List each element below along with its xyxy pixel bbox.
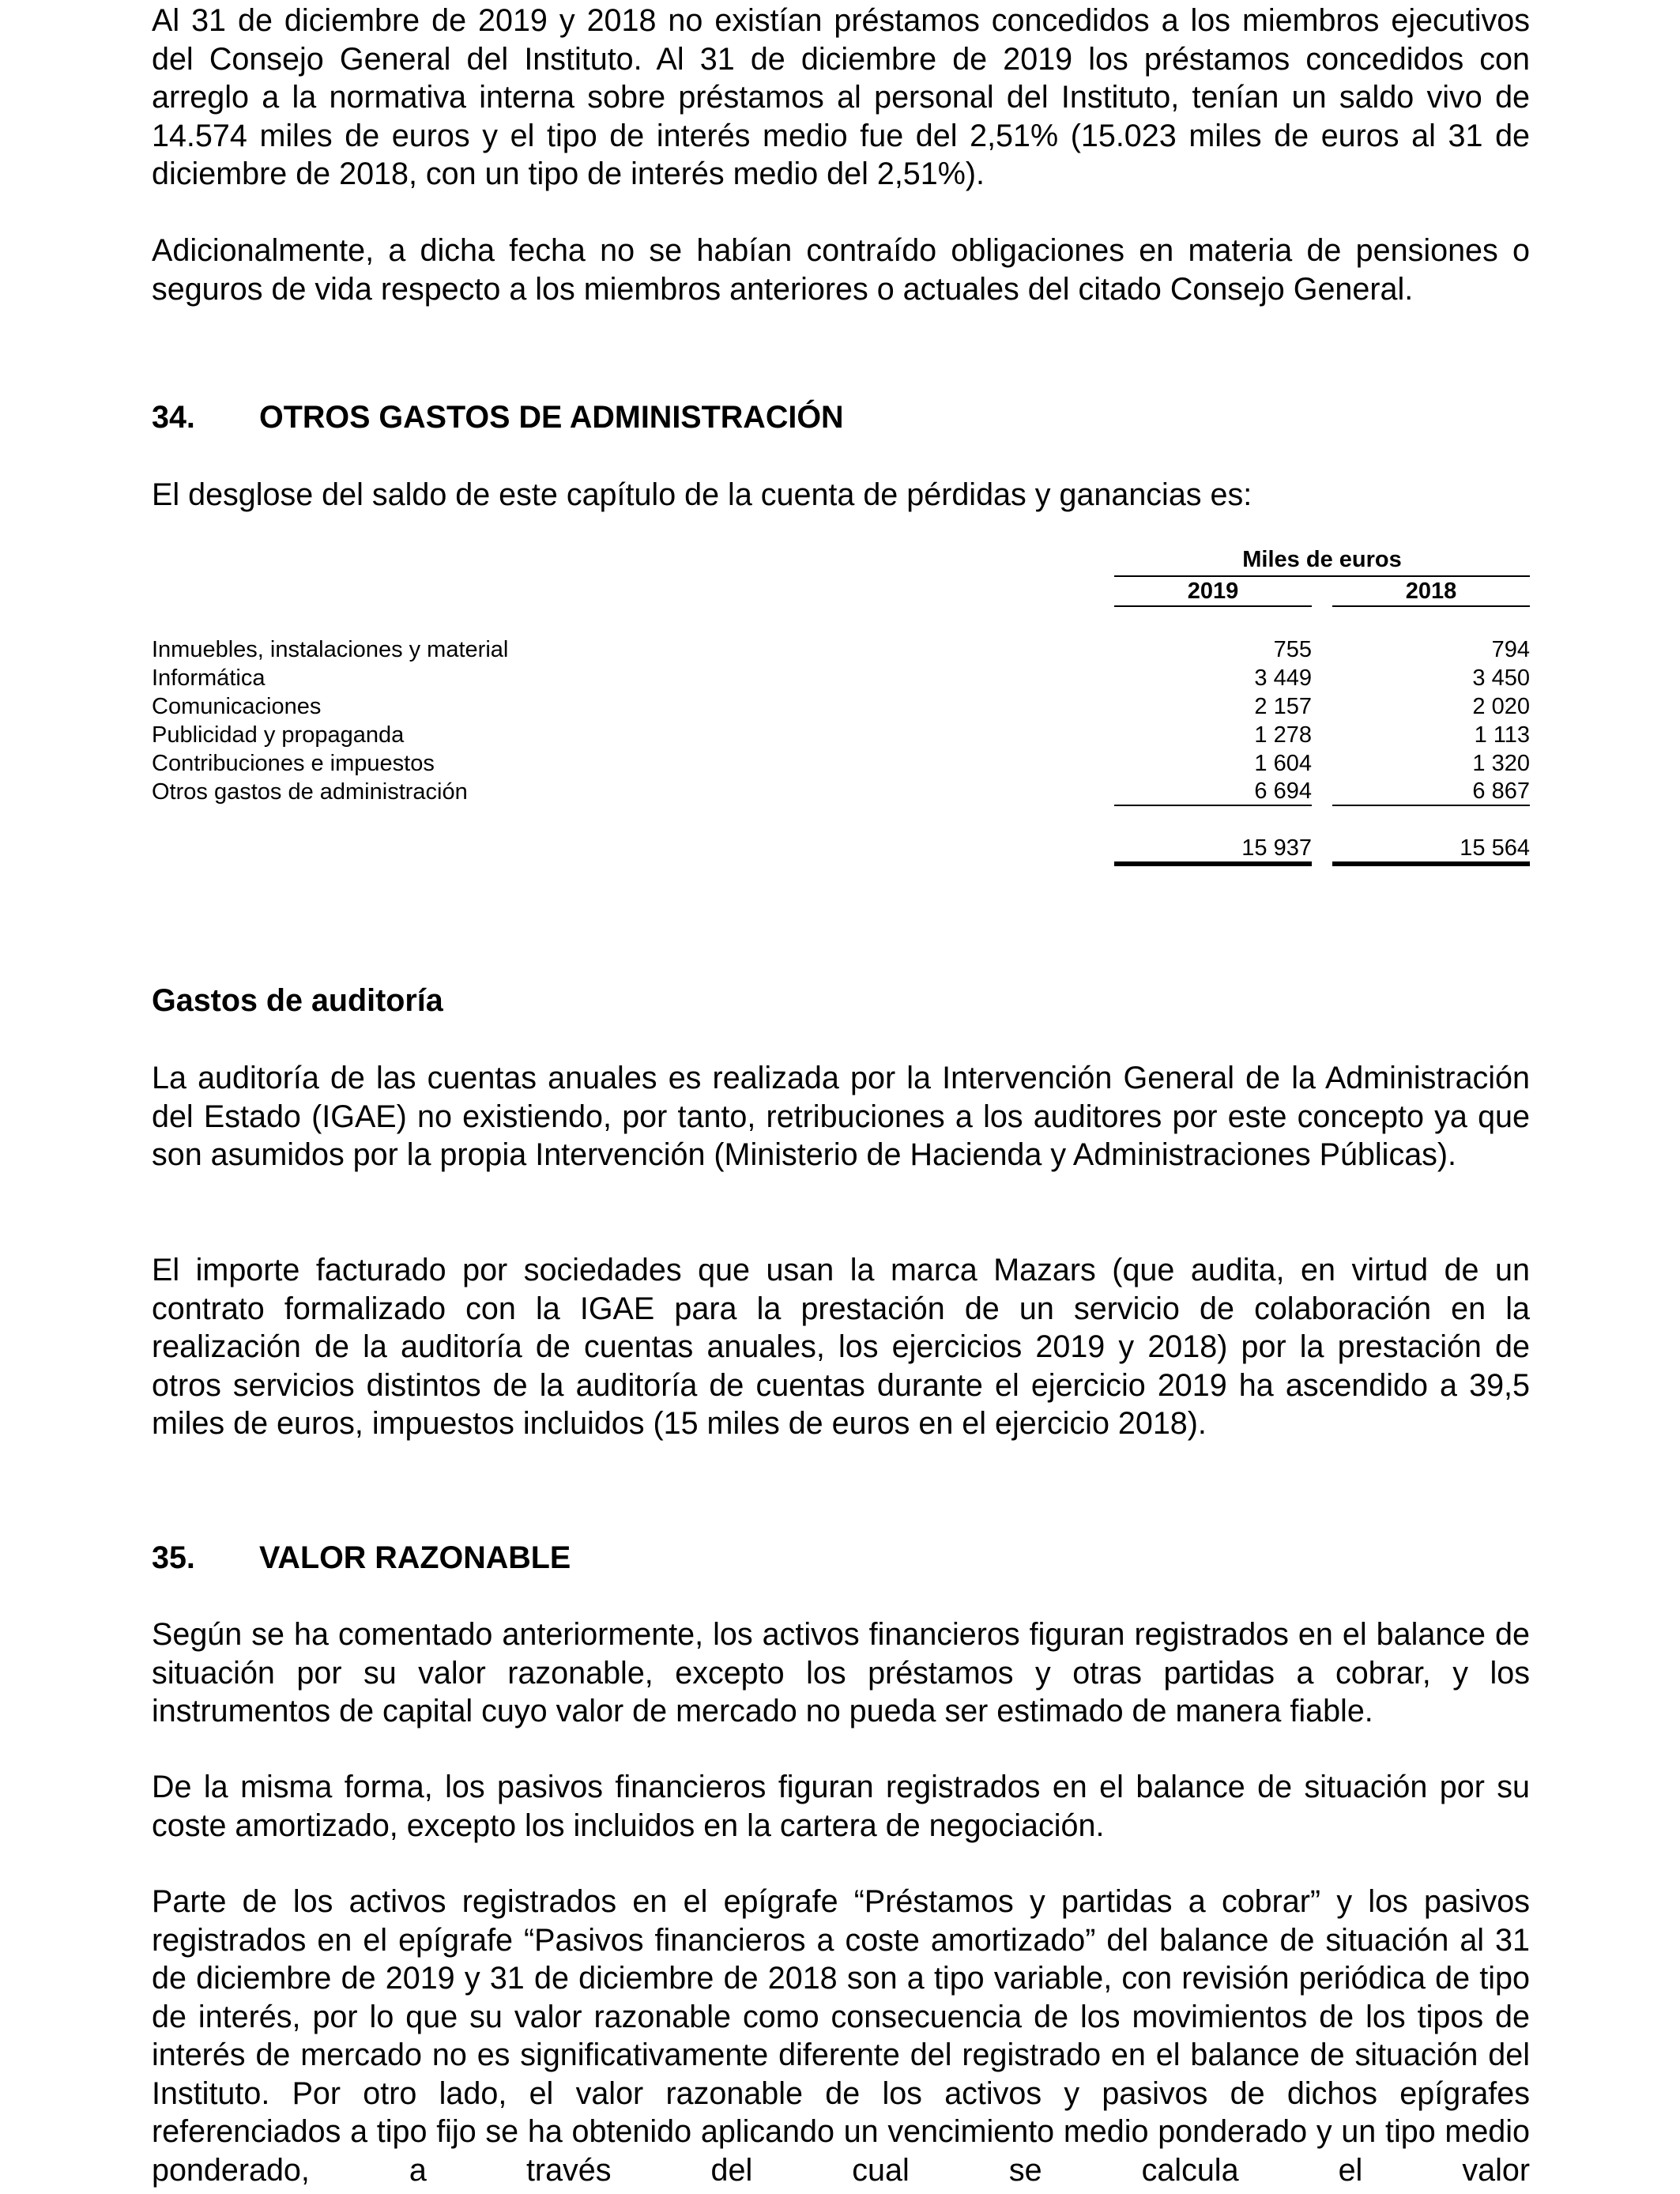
table-row: [152, 778, 1530, 806]
section-35-heading: [152, 1539, 1530, 1577]
row-label: Comunicaciones: [152, 694, 322, 719]
section-35-paragraph-1: Según se ha comentado anteriormente, los activos financieros figuran registrados en el balance de situación por su valor razonable, excepto los préstamos y otras partidas a cobrar, y los instrumentos de capital cuyo valor de mercado no pueda ser estimado de manera fiable.: [152, 1617, 1530, 1728]
table-unit-header: Miles de euros: [1114, 545, 1530, 577]
row-value-2019: 2 157: [1254, 694, 1312, 719]
section-35-paragraph-2: De la misma forma, los pasivos financieros figuran registrados en el balance de situación por su coste amortizado, excepto los incluidos en la cartera de negociación.: [152, 1770, 1530, 1843]
admin-expenses-table: [152, 545, 1530, 877]
table-row: [152, 749, 1530, 778]
section-34-number: 34.: [152, 400, 195, 435]
table-year-2018: 2018: [1332, 577, 1530, 607]
section-34-lead: El desglose del saldo de este capítulo de la cuenta de pérdidas y ganancias es:: [152, 477, 1252, 512]
row-label: Inmuebles, instalaciones y material: [152, 637, 509, 662]
total-value-2019: 15 937: [1114, 835, 1312, 866]
row-label: Otros gastos de administración: [152, 779, 468, 805]
row-value-2018: 1 113: [1474, 722, 1530, 748]
table-total-row: [152, 835, 1530, 863]
row-value-2019: 1 604: [1254, 751, 1312, 776]
row-label: Informática: [152, 665, 266, 691]
table-row: [152, 721, 1530, 749]
row-value-2019: 1 278: [1254, 722, 1312, 748]
section-35-number: 35.: [152, 1540, 195, 1575]
section-35-paragraph-3: Parte de los activos registrados en el epígrafe “Préstamos y partidas a cobrar” y los pasivos registrados en el epígrafe “Pasivos financieros a coste amortizado” del balance de situación al 31 de diciembre de 2019 y 31 de diciembre de 2018 son a tipo variable, con revisión periódica de tipo de interés, por lo que su valor razonable como consecuencia de los movimientos de los tipos de interés de mercado no es significativamente diferente del registrado en el balance de situación del Instituto. Por otro lado, el valor razonable de los activos y pasivos de dichos epígrafes referenciados a tipo fijo se ha obtenido aplicando un vencimiento medio ponderado y un tipo medio ponderado, a través del cual se calcula el valor: [152, 1884, 1530, 2188]
row-value-2018: 794: [1491, 637, 1530, 662]
section-35-title: VALOR RAZONABLE: [259, 1540, 571, 1575]
row-value-2018: 6 867: [1332, 778, 1530, 806]
section-34-heading: [152, 398, 1530, 436]
row-label: Publicidad y propaganda: [152, 722, 405, 748]
table-year-2019: 2019: [1114, 577, 1312, 607]
intro-paragraph-1: Al 31 de diciembre de 2019 y 2018 no existían préstamos concedidos a los miembros ejecutivos del Consejo General del Instituto. Al 31 de diciembre de 2019 los préstamos concedidos con arreglo a la normativa interna sobre préstamos al personal del Instituto, tenían un saldo vivo de 14.574 miles de euros y el tipo de interés medio fue del 2,51% (15.023 miles de euros al 31 de diciembre de 2018, con un tipo de interés medio del 2,51%).: [152, 3, 1530, 191]
audit-heading: Gastos de auditoría: [152, 983, 443, 1018]
row-value-2019: 755: [1273, 637, 1312, 662]
row-value-2019: 6 694: [1114, 778, 1312, 806]
section-34-title: OTROS GASTOS DE ADMINISTRACIÓN: [259, 400, 844, 435]
total-value-2018: 15 564: [1332, 835, 1530, 866]
table-row: [152, 692, 1530, 721]
row-value-2018: 2 020: [1472, 694, 1530, 719]
row-value-2019: 3 449: [1254, 665, 1312, 691]
table-row: [152, 664, 1530, 692]
row-value-2018: 3 450: [1472, 665, 1530, 691]
audit-paragraph-2: El importe facturado por sociedades que usan la marca Mazars (que audita, en virtud de un contrato formalizado con la IGAE para la prestación de un servicio de colaboración en la realización de la auditoría de cuentas anuales, los ejercicios 2019 y 2018) por la prestación de otros servicios distintos de la auditoría de cuentas durante el ejercicio 2019 ha ascendido a 39,5 miles de euros, impuestos incluidos (15 miles de euros en el ejercicio 2018).: [152, 1253, 1530, 1441]
row-label: Contribuciones e impuestos: [152, 751, 435, 776]
audit-paragraph-1: La auditoría de las cuentas anuales es realizada por la Intervención General de la Administración del Estado (IGAE) no existiendo, por tanto, retribuciones a los auditores por este concepto ya que son asumidos por la propia Intervención (Ministerio de Hacienda y Administraciones Públicas).: [152, 1061, 1530, 1172]
row-value-2018: 1 320: [1472, 751, 1530, 776]
intro-paragraph-2: Adicionalmente, a dicha fecha no se habían contraído obligaciones en materia de pensiones o seguros de vida respecto a los miembros anteriores o actuales del citado Consejo General.: [152, 233, 1530, 307]
table-row: [152, 635, 1530, 664]
